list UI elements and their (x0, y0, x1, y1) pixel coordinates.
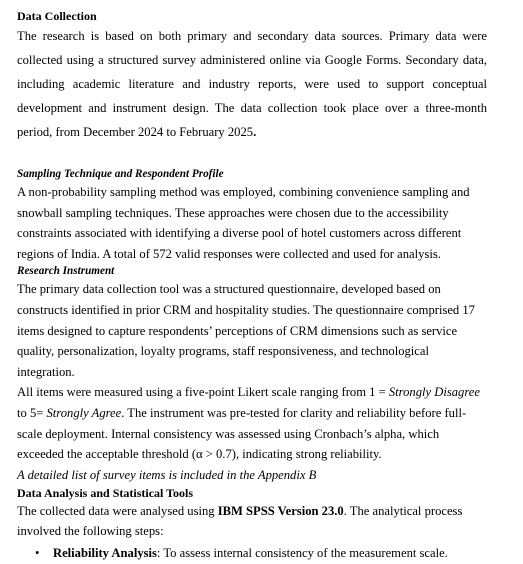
analysis-text-c: . The analytical process involved the following steps: (17, 503, 463, 539)
data-collection-period-end: . (253, 125, 257, 139)
likert-text-a: All items were measured using a five-point Likert scale ranging from 1 = (17, 385, 389, 400)
analysis-steps-list (17, 542, 487, 564)
reliability-analysis-label: Reliability Analysis (53, 545, 157, 560)
likert-strongly-agree: Strongly Agree (46, 405, 122, 420)
data-analysis-heading: Data Analysis and Statistical Tools (17, 485, 194, 500)
list-item (17, 542, 487, 564)
sampling-heading: Sampling Technique and Respondent Profile (17, 168, 224, 180)
appendix-note: A detailed list of survey items is included in the Appendix B (17, 467, 317, 482)
sampling-paragraph: A non-probability sampling method was employed, combining convenience sampling and snowball sampling techniques. These approaches were chosen due to the accessibility constraints associated with identifying a diverse pool of hotel customers across different regions of India. A total of 572 valid responses were collected and used for analysis. (17, 185, 470, 261)
instrument-paragraph-2 (17, 382, 487, 464)
analysis-paragraph (17, 501, 487, 542)
reliability-analysis-text: : To assess internal consistency of the measurement scale. (156, 545, 448, 560)
likert-strongly-disagree: Strongly Disagree (388, 385, 480, 400)
data-collection-paragraph (17, 24, 487, 144)
bullet-icon: • (35, 545, 40, 560)
section-spacer (17, 144, 487, 167)
likert-text-e: . The instrument was pre-tested for clarity and reliability before full-scale deployment. Internal consistency was assessed using Cronbach’s alpha, which exceeded the acceptable threshold (α > 0.7), indicating strong reliability. (17, 405, 467, 462)
research-instrument-heading: Research Instrument (17, 265, 115, 278)
data-collection-text: The research is based on both primary and secondary data sources. Primary data were collected using a structured survey administered online via Google Forms. Secondary data, including academic literature and industry reports, were used to support conceptual development and instrument design. The data collection took place over a three-month period, from December 2024 to February 2025 (17, 29, 487, 139)
instrument-paragraph-1: The primary data collection tool was a structured questionnaire, developed based on constructs identified in prior CRM and hospitality studies. The questionnaire comprised 17 items designed to capture respondents’ perceptions of CRM dimensions such as service quality, personalization, loyalty programs, staff responsiveness, and technological integration. (17, 282, 475, 379)
data-collection-heading: Data Collection (17, 9, 97, 23)
analysis-text-a: The collected data were analysed using (17, 503, 218, 518)
likert-text-c: to 5= (17, 405, 47, 420)
spss-version: IBM SPSS Version 23.0 (217, 503, 344, 518)
